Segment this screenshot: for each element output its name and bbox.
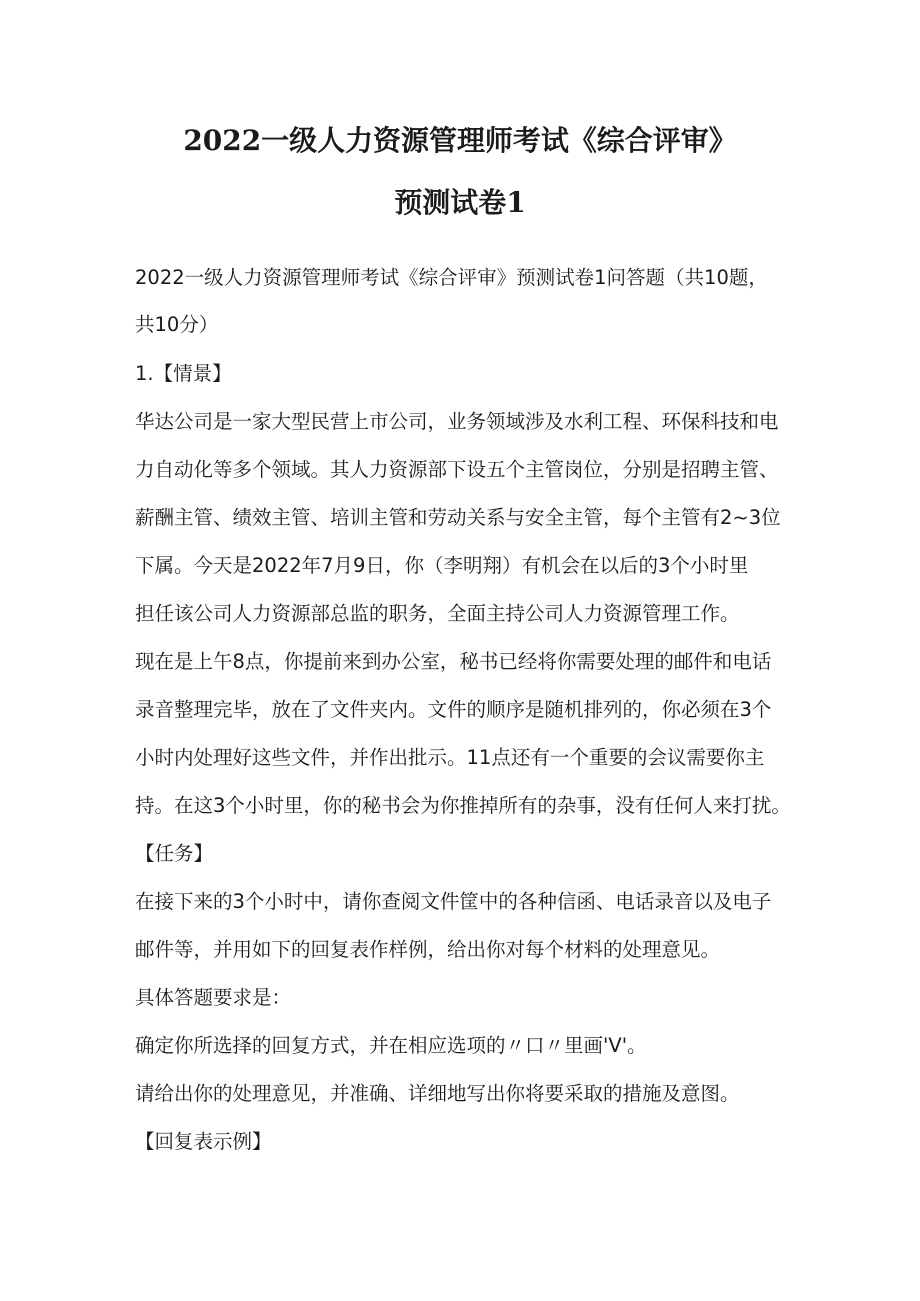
scenario-line-1: 华达公司是一家大型民营上市公司，业务领域涉及水利工程、环保科技和电 [135, 410, 779, 433]
scenario-line-9: 持。在这3个小时里，你的秘书会为你推掉所有的杂事，没有任何人来打扰。 [135, 794, 791, 817]
task-heading: 【任务】 [135, 842, 214, 865]
scenario-line-3: 薪酬主管、绩效主管、培训主管和劳动关系与安全主管，每个主管有2~3位 [135, 506, 781, 529]
scenario-line-4: 下属。今天是2022年7月9日，你（李明翔）有机会在以后的3个小时里 [135, 554, 749, 577]
document-title-line-1: 2022一级人力资源管理师考试《综合评审》 [183, 124, 737, 157]
reply-form-example-heading: 【回复表示例】 [135, 1130, 272, 1153]
scenario-line-8: 小时内处理好这些文件，并作出批示。11点还有一个重要的会议需要你主 [135, 746, 765, 769]
scenario-line-6: 现在是上午8点，你提前来到办公室，秘书已经将你需要处理的邮件和电话 [135, 650, 772, 673]
question-heading: 1.【情景】 [135, 362, 232, 385]
requirement-line-2: 请给出你的处理意见，并准确、详细地写出你将要采取的措施及意图。 [135, 1082, 740, 1105]
scenario-line-2: 力自动化等多个领域。其人力资源部下设五个主管岗位，分别是招聘主管、 [135, 458, 779, 481]
document-title-line-2: 预测试卷1 [394, 186, 526, 219]
scenario-line-5: 担任该公司人力资源部总监的职务，全面主持公司人力资源管理工作。 [135, 602, 740, 625]
scenario-line-7: 录音整理完毕，放在了文件夹内。文件的顺序是随机排列的，你必须在3个 [135, 698, 772, 721]
task-line-1: 在接下来的3个小时中，请你查阅文件筐中的各种信函、电话录音以及电子 [135, 890, 772, 913]
intro-line-1: 2022一级人力资源管理师考试《综合评审》预测试卷1问答题（共10题， [135, 266, 768, 289]
requirements-heading: 具体答题要求是： [135, 986, 292, 1009]
requirement-line-1: 确定你所选择的回复方式，并在相应选项的〃口〃里画'V'。 [135, 1034, 647, 1057]
intro-line-2: 共10分） [135, 313, 219, 336]
task-line-2: 邮件等，并用如下的回复表作样例，给出你对每个材料的处理意见。 [135, 938, 721, 961]
